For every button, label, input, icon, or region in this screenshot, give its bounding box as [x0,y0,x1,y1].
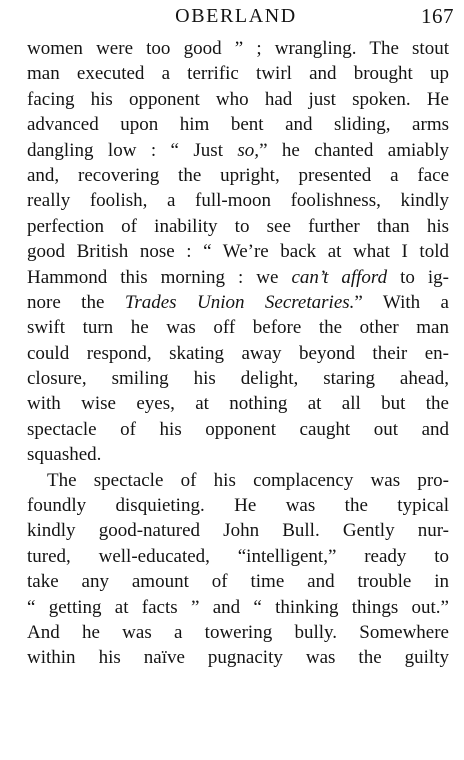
text-line: within his naïve pugnacity was the guilty [27,647,449,669]
text-line: advanced upon him bent and sliding, arms [27,114,449,136]
text-line [27,138,449,163]
italic-run: can’t afford [291,266,388,288]
text-line: swift turn he was off before the other man [27,317,449,339]
italic-run: Trades Union Secretaries. [124,291,355,313]
page-number: 167 [421,4,454,28]
running-title: OBERLAND [175,5,297,27]
text-line [27,265,449,290]
text-run: Hammond this morning : we [27,266,292,288]
text-line: man executed a terrific twirl and brought up [27,63,449,85]
text-run: dangling low : “ Just [27,139,238,161]
text-line: could respond, skating away beyond their en- [27,342,449,364]
text-run: nore the [27,291,125,313]
text-line: closure, smiling his delight, staring ahead, [27,368,449,390]
italic-run: so, [237,139,260,161]
text-line: “ getting at facts ” and “ thinking things out.” [27,596,449,618]
text-line: and, recovering the upright, presented a face [27,164,449,186]
text-line: spectacle of his opponent caught out and [27,418,449,440]
text-line: women were too good ” ; wrangling. The stout [27,38,449,59]
text-line: tured, well-educated, “intelligent,” ready to [27,545,449,567]
text-line: good British nose : “ We’re back at what I told [27,241,449,263]
paragraph-end-line: squashed. [27,444,102,466]
text-line [27,290,449,315]
text-line: foundly disquieting. He was the typical [27,495,449,517]
text-line: with wise eyes, at nothing at all but the [27,393,449,415]
text-line: take any amount of time and trouble in [27,571,449,593]
running-head [0,3,464,29]
text-line: And he was a towering bully. Somewhere [27,621,449,643]
text-run: to ig- [387,266,449,288]
text-line: perfection of inability to see further than his [27,215,449,237]
paragraph-first-line: The spectacle of his complacency was pro- [47,469,449,491]
text-line: facing his opponent who had just spoken. He [27,88,449,110]
text-run: ” he chanted amiably [259,139,449,161]
text-line: really foolish, a full-moon foolishness, kindly [27,190,449,212]
body-text [27,36,449,671]
text-run: ” With a [354,291,449,313]
text-line: kindly good-natured John Bull. Gently nur- [27,520,449,542]
